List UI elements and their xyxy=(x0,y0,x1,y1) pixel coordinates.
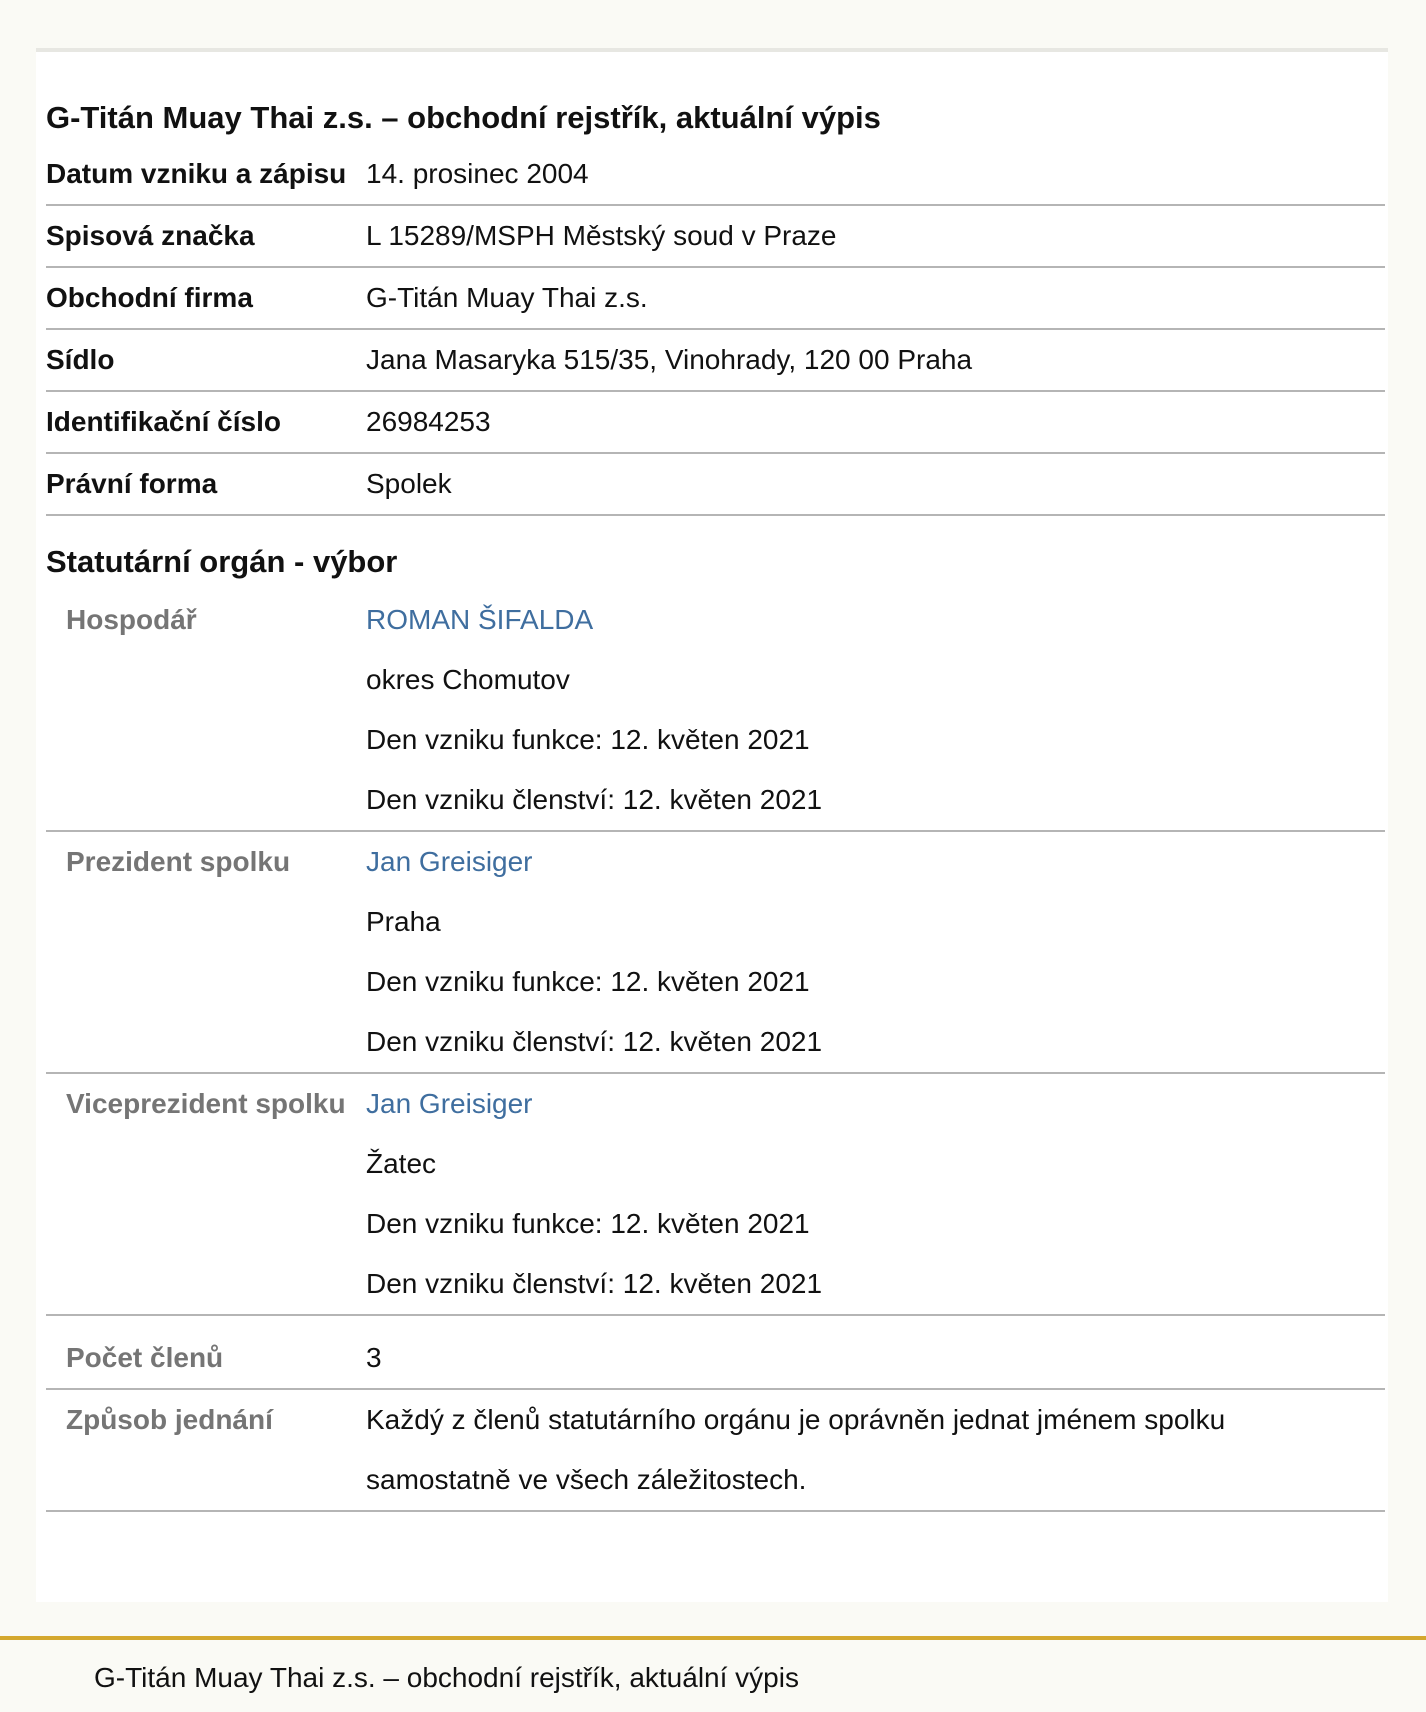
row-datum-vzniku xyxy=(46,144,1385,205)
member-details xyxy=(366,1073,1385,1315)
member-location: okres Chomutov xyxy=(366,664,570,695)
member-row xyxy=(46,1073,1385,1315)
row-value: 26984253 xyxy=(366,391,1385,453)
row-value: L 15289/MSPH Městský soud v Praze xyxy=(366,205,1385,267)
row-sidlo xyxy=(46,329,1385,391)
row-value: 14. prosinec 2004 xyxy=(366,144,1385,205)
row-pravni-forma xyxy=(46,453,1385,515)
member-name-link[interactable]: Jan Greisiger xyxy=(366,1088,533,1119)
member-row xyxy=(46,590,1385,831)
row-value: G-Titán Muay Thai z.s. xyxy=(366,267,1385,329)
register-table xyxy=(46,144,1385,1512)
member-function-start: Den vzniku funkce: 12. květen 2021 xyxy=(366,1208,810,1239)
member-details xyxy=(366,590,1385,831)
row-label: Identifikační číslo xyxy=(46,391,366,453)
footer xyxy=(0,1636,1426,1712)
row-label: Obchodní firma xyxy=(46,267,366,329)
member-membership-start: Den vzniku členství: 12. květen 2021 xyxy=(366,1268,823,1299)
row-value: Každý z členů statutárního orgánu je oprávněn jednat jménem spolku samostatně ve všech záležitostech. xyxy=(366,1389,1385,1511)
row-member-count xyxy=(46,1328,1385,1389)
member-location: Žatec xyxy=(366,1148,437,1179)
row-obchodni-firma xyxy=(46,267,1385,329)
member-membership-start: Den vzniku členství: 12. květen 2021 xyxy=(366,1026,823,1057)
member-name-link[interactable]: Jan Greisiger xyxy=(366,846,533,877)
footer-title: G-Titán Muay Thai z.s. – obchodní rejstřík, aktuální výpis xyxy=(94,1662,799,1693)
row-label: Právní forma xyxy=(46,453,366,515)
row-label: Počet členů xyxy=(46,1328,366,1389)
member-role: Viceprezident spolku xyxy=(46,1073,366,1315)
member-role: Hospodář xyxy=(46,590,366,831)
page-title: G-Titán Muay Thai z.s. – obchodní rejstřík, aktuální výpis xyxy=(46,100,881,135)
member-row xyxy=(46,831,1385,1073)
row-label: Způsob jednání xyxy=(46,1389,366,1511)
section-title-statutory: Statutární orgán - výbor xyxy=(46,544,398,579)
row-value: Spolek xyxy=(366,453,1385,515)
row-label: Spisová značka xyxy=(46,205,366,267)
member-function-start: Den vzniku funkce: 12. květen 2021 xyxy=(366,966,810,997)
member-location: Praha xyxy=(366,906,441,937)
member-name-link[interactable]: ROMAN ŠIFALDA xyxy=(366,604,594,635)
member-details xyxy=(366,831,1385,1073)
member-role: Prezident spolku xyxy=(46,831,366,1073)
row-label: Datum vzniku a zápisu xyxy=(46,144,366,205)
register-card xyxy=(36,52,1388,1602)
section-header-row xyxy=(46,515,1385,590)
row-spisova-znacka xyxy=(46,205,1385,267)
row-label: Sídlo xyxy=(46,329,366,391)
member-function-start: Den vzniku funkce: 12. květen 2021 xyxy=(366,724,810,755)
row-value: 3 xyxy=(366,1328,1385,1389)
row-acting-method xyxy=(46,1389,1385,1511)
spacer-row xyxy=(46,1315,1385,1328)
row-ico xyxy=(46,391,1385,453)
row-value: Jana Masaryka 515/35, Vinohrady, 120 00 Praha xyxy=(366,329,1385,391)
member-membership-start: Den vzniku členství: 12. květen 2021 xyxy=(366,784,823,815)
